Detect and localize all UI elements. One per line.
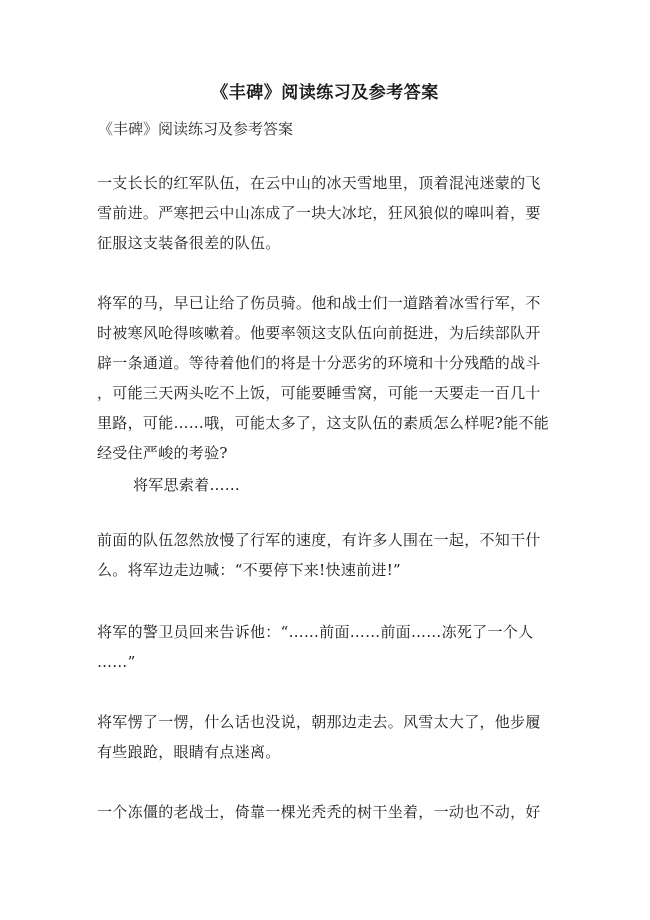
paragraph-line: 么。将军边走边喊：“不要停下来!快速前进!”: [97, 561, 401, 579]
paragraph-1: [97, 168, 553, 258]
paragraph-line: 里路，可能……哦，可能太多了，这支队伍的素质怎么样呢?能不能: [97, 414, 550, 432]
paragraph-6: [97, 707, 553, 767]
paragraph-line: 前面的队伍忽然放慢了行军的速度，有许多人围在一起，不知干什: [97, 531, 541, 549]
document-title: 《丰碑》阅读练习及参考答案: [211, 83, 439, 103]
paragraph-line: 雪前进。严寒把云中山冻成了一块大冰坨，狂风狼似的嗥叫着，要: [97, 204, 541, 222]
paragraph-line: 将军愣了一愣，什么话也没说，朝那边走去。风雪太大了，他步履: [97, 713, 541, 731]
paragraph-7: [97, 797, 553, 827]
paragraph-line: 有些踉跄，眼睛有点迷离。: [97, 743, 281, 761]
paragraph-line: ……”: [97, 653, 136, 671]
paragraph-2: [97, 288, 553, 468]
paragraph-line: 将军的马，早已让给了伤员骑。他和战士们一道踏着冰雪行军，不: [97, 294, 541, 312]
paragraph-line: 时被寒风呛得咳嗽着。他要率领这支队伍向前挺进，为后续部队开: [97, 324, 541, 342]
paragraph-line: 征服这支装备很差的队伍。: [97, 234, 281, 252]
paragraph-4: [97, 525, 553, 585]
paragraph-3: [133, 470, 589, 500]
paragraph-line: 一个冻僵的老战士，倚靠一棵光秃秃的树干坐着，一动也不动，好: [97, 803, 541, 821]
paragraph-line: 一支长长的红军队伍，在云中山的冰天雪地里，顶着混沌迷蒙的飞: [97, 174, 541, 192]
paragraph-line: ，可能三天两头吃不上饭，可能要睡雪窝，可能一天要走一百几十: [97, 384, 541, 402]
paragraph-line: 经受住严峻的考验?: [97, 444, 228, 462]
paragraph-line: 将军的警卫员回来告诉他：“……前面……前面……冻死了一个人: [97, 623, 534, 641]
document-subtitle: 《丰碑》阅读练习及参考答案: [98, 120, 294, 138]
paragraph-line: 将军思索着……: [133, 476, 241, 494]
paragraph-5: [97, 617, 553, 677]
paragraph-line: 辟一条通道。等待着他们的将是十分恶劣的环境和十分残酷的战斗: [97, 354, 541, 372]
